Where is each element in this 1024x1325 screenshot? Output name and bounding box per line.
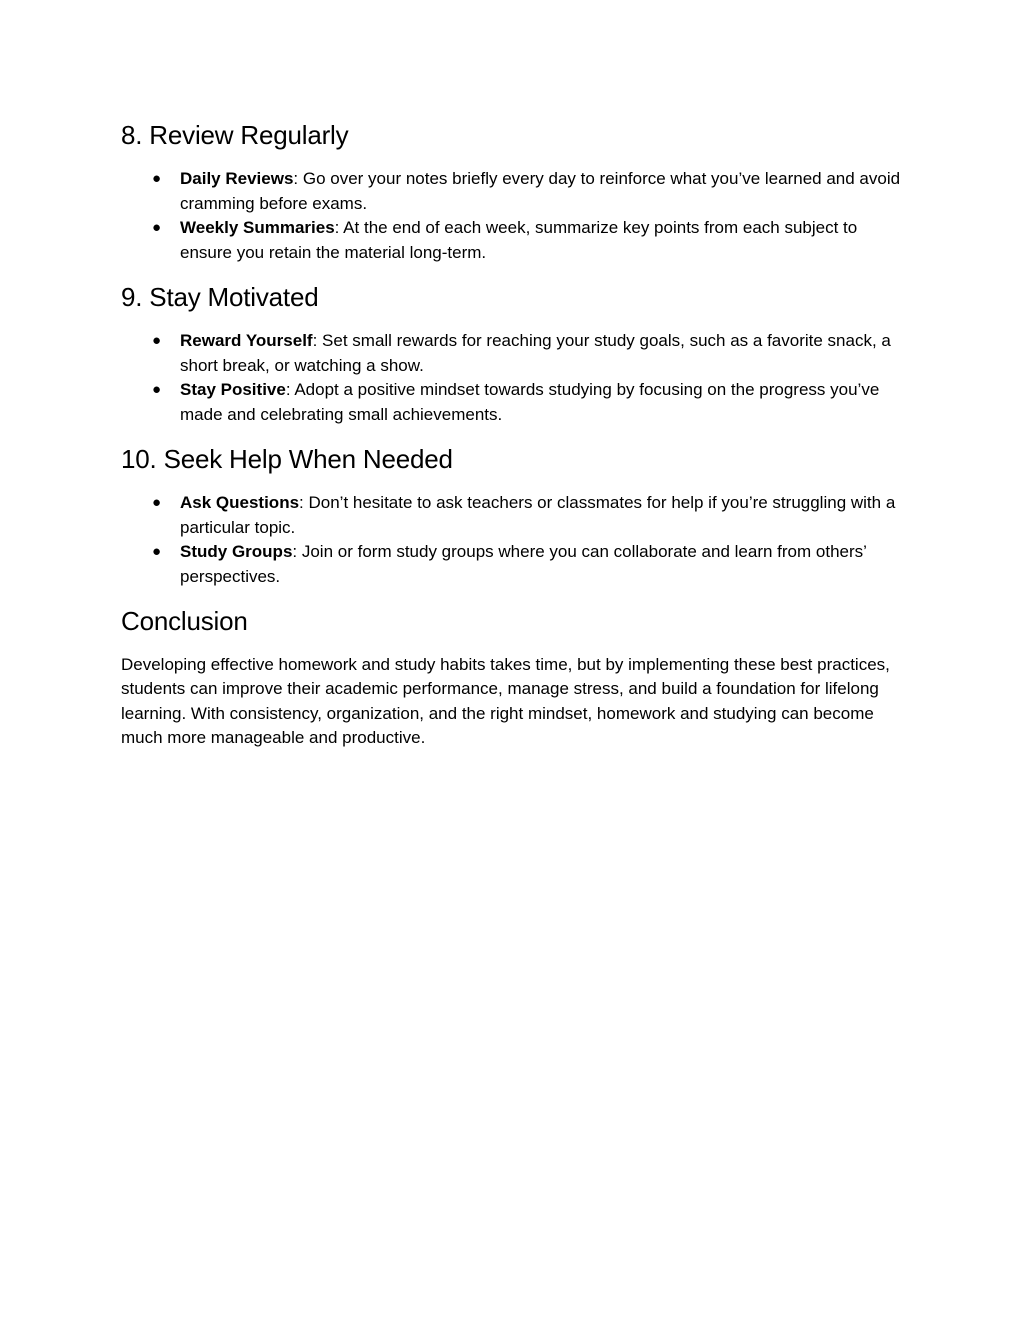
section-heading: 10. Seek Help When Needed xyxy=(121,444,453,474)
item-text: : Join or form study groups where you can collaborate and learn from others’ perspectives. xyxy=(180,542,867,586)
item-text: : Set small rewards for reaching your study goals, such as a favorite snack, a short break, or watching a show. xyxy=(180,331,891,375)
bullet-icon: ● xyxy=(152,494,162,511)
item-term: Weekly Summaries xyxy=(180,218,335,237)
bullet-icon: ● xyxy=(152,381,162,398)
item-text: : Go over your notes briefly every day to reinforce what you’ve learned and avoid cramming before exams. xyxy=(180,169,901,213)
list-item xyxy=(121,540,911,589)
bullet-list xyxy=(121,329,911,427)
bullet-list xyxy=(121,491,911,589)
bullet-icon: ● xyxy=(152,170,162,187)
list-item xyxy=(121,329,911,378)
item-term: Study Groups xyxy=(180,542,293,561)
list-item xyxy=(121,216,911,265)
bullet-icon: ● xyxy=(152,543,162,560)
list-item xyxy=(121,378,911,427)
bullet-icon: ● xyxy=(152,332,162,349)
item-text: : At the end of each week, summarize key points from each subject to ensure you retain the material long-term. xyxy=(180,218,858,262)
item-term: Stay Positive xyxy=(180,380,286,399)
item-text: : Adopt a positive mindset towards studying by focusing on the progress you’ve made and celebrating small achievements. xyxy=(180,380,880,424)
section-heading: Conclusion xyxy=(121,606,248,636)
item-term: Ask Questions xyxy=(180,493,300,512)
section-seek-help xyxy=(121,441,911,589)
conclusion-paragraph: Developing effective homework and study habits takes time, but by implementing these best practices, students can improve their academic performance, manage stress, and build a foundation for lifelong learning. With consistency, organization, and the right mindset, homework and studying can become much more manageable and productive. xyxy=(121,655,890,747)
section-heading: 8. Review Regularly xyxy=(121,120,349,150)
section-stay-motivated xyxy=(121,279,911,427)
item-term: Daily Reviews xyxy=(180,169,294,188)
bullet-icon: ● xyxy=(152,219,162,236)
document-page xyxy=(121,117,911,750)
list-item xyxy=(121,167,911,216)
section-heading: 9. Stay Motivated xyxy=(121,282,319,312)
item-text: : Don’t hesitate to ask teachers or classmates for help if you’re struggling with a particular topic. xyxy=(180,493,896,537)
bullet-list xyxy=(121,167,911,265)
list-item xyxy=(121,491,911,540)
section-conclusion xyxy=(121,603,911,750)
item-term: Reward Yourself xyxy=(180,331,313,350)
section-review-regularly xyxy=(121,117,911,265)
